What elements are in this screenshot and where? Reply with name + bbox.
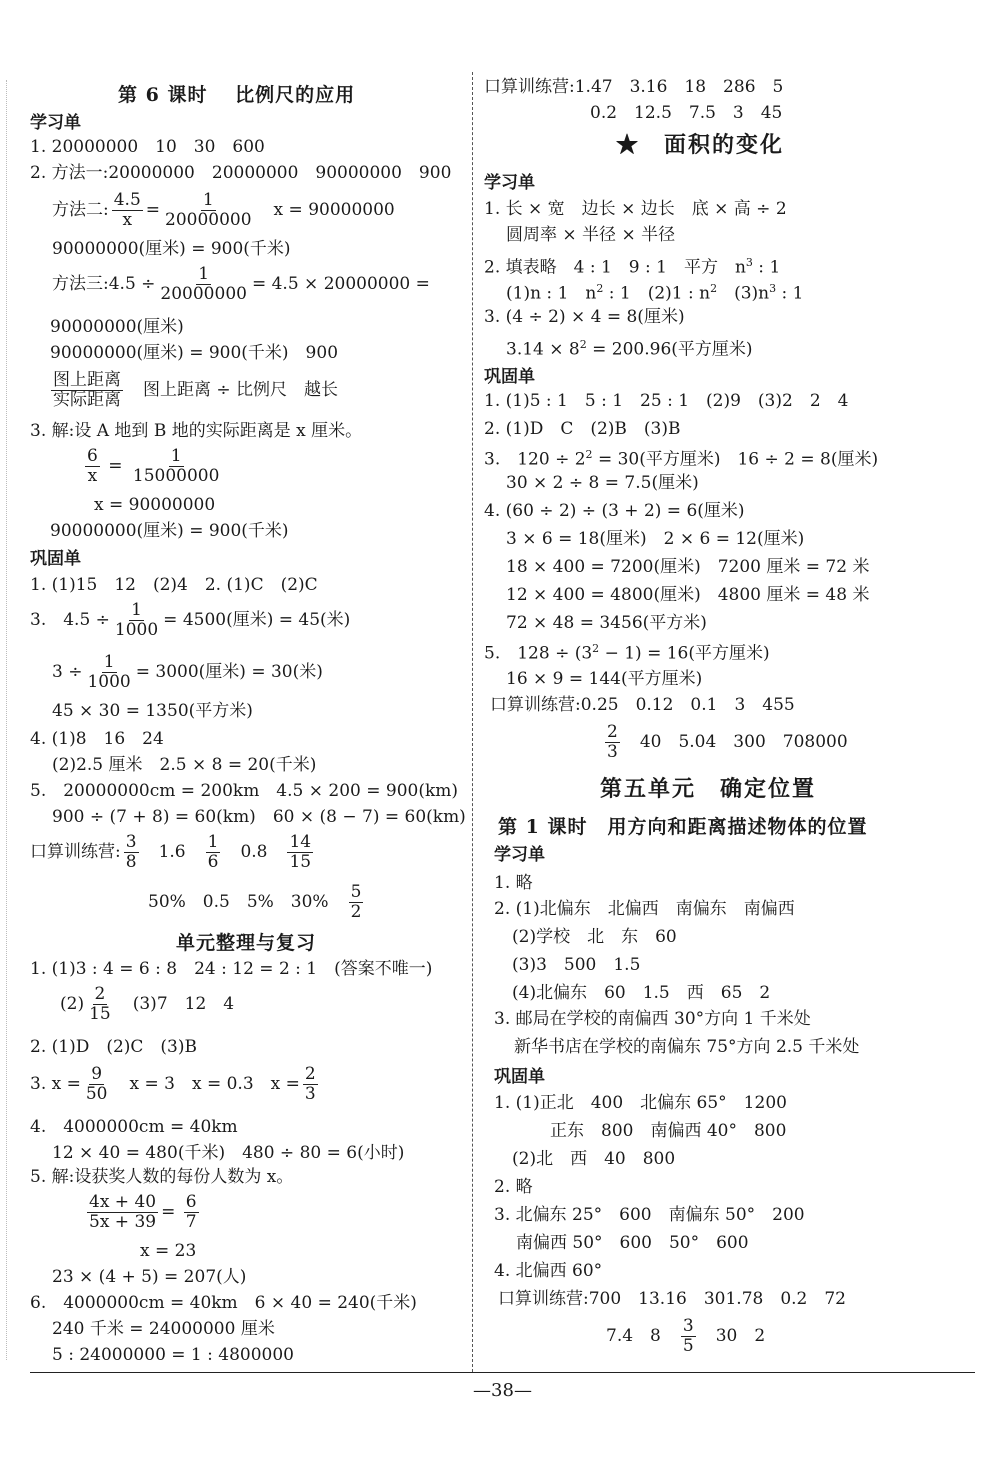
answer-line: 3. $120 \div 2^2 = 30$(平方厘米) 16 ÷ 2 = 8(厘米) xyxy=(484,448,879,470)
answer-line: 4. (60 ÷ 2) ÷ (3 + 2) = 6(厘米) xyxy=(484,501,745,521)
answer-line: 4. (1)8 16 24 xyxy=(30,729,164,749)
answer-line: 0.2 12.5 7.5 3 45 xyxy=(590,103,783,123)
fraction: $\frac{6}{7}$ xyxy=(185,1192,197,1232)
fraction: $\frac{3}{5}$ xyxy=(682,1316,694,1356)
unit-title: 第五单元 确定位置 xyxy=(600,776,817,802)
answer-line: $\frac{4x + 40}{5x + 39}$ = $\frac{6}{7}$ xyxy=(89,1192,197,1232)
answer-line: $3.14 \times 8^2 = 200.96$(平方厘米) xyxy=(506,338,753,360)
fraction: $\frac{9}{50}$ xyxy=(85,1064,108,1104)
answer-line: 口算训练营:1.47 3.16 18 286 5 xyxy=(484,77,784,97)
answer-line: 圆周率 × 半径 × 半径 xyxy=(506,225,676,245)
answer-line: 4. 北偏西 60° xyxy=(494,1261,603,1281)
answer-line: 1. (1)5 : 1 5 : 1 25 : 1 (2)9 (3)2 2 4 xyxy=(484,391,849,411)
answer-line: 6. 4000000cm = 40km 6 × 40 = 240(千米) xyxy=(30,1293,417,1313)
answer-line: 50% 0.5 5% 30% $\frac{5}{2}$ xyxy=(148,882,362,922)
answer-line: (2)学校 北 东 60 xyxy=(512,927,677,947)
fraction: $\frac{4.5}{x}$ xyxy=(113,190,141,230)
answer-line: (3)3 500 1.5 xyxy=(512,955,641,975)
answer-line: 正东 800 南偏西 40° 800 xyxy=(550,1121,787,1141)
fraction: $\frac{1}{20000000}$ xyxy=(165,190,252,230)
answer-line: 90000000(厘米) = 900(千米) xyxy=(50,521,289,541)
section-heading: 巩固单 xyxy=(484,367,535,387)
answer-line: 1. (1)15 12 (2)4 2. (1)C (2)C xyxy=(30,575,318,595)
fraction: $\frac{1}{6}$ xyxy=(207,832,219,872)
answer-line: 900 ÷ (7 + 8) = 60(km) 60 × (8 − 7) = 60(km) xyxy=(52,807,466,827)
answer-line: 1. 20000000 10 30 600 xyxy=(30,137,265,157)
answer-line: 5. 解:设获奖人数的每份人数为 x。 xyxy=(30,1167,294,1187)
fraction: $\frac{1}{1000}$ xyxy=(87,652,131,692)
answer-line: 2. (1)D (2)C (3)B xyxy=(30,1037,197,1057)
answer-line: (2)2.5 厘米 2.5 × 8 = 20(千米) xyxy=(52,755,317,775)
answer-line: (1)n : 1 $n^2$ : 1 (2)1 : $n^2$ $(3)n^3$ : 1 xyxy=(506,282,804,304)
answer-line: 90000000(厘米) xyxy=(50,317,184,337)
section-heading: 巩固单 xyxy=(30,549,81,569)
answer-line: x = 90000000 xyxy=(94,495,216,515)
answer-line: 3 ÷ $\frac{1}{1000}$ = 3000(厘米) = 30(米) xyxy=(52,652,323,692)
answer-line: (2)北 西 40 800 xyxy=(512,1149,676,1169)
answer-line: 90000000(厘米) = 900(千米) xyxy=(52,239,291,259)
fraction: $\frac{2}{3}$ xyxy=(304,1064,316,1104)
answer-line: 1. (1)3 : 4 = 6 : 8 24 : 12 = 2 : 1 (答案不唯一) xyxy=(30,959,433,979)
answer-line: x = 23 xyxy=(140,1241,197,1261)
answer-line: 3. 解:设 A 地到 B 地的实际距离是 x 厘米。 xyxy=(30,421,363,441)
fraction: $\frac{\text{图上距离}}{\text{实际距离}}$ xyxy=(53,370,121,410)
answer-line: $\frac{2}{3}$ 40 5.04 300 708000 xyxy=(607,722,848,762)
fraction: $\frac{2}{3}$ xyxy=(607,722,618,762)
answer-line: 口算训练营:0.25 0.12 0.1 3 455 xyxy=(490,695,795,715)
answer-line: 方法三:4.5 ÷ $\frac{1}{20000000}$ = 4.5 × 20000000 = xyxy=(52,264,430,304)
answer-line: 5. $128 \div (3^2 - 1) = 16$(平方厘米) xyxy=(484,642,770,664)
answer-line: 口算训练营:700 13.16 301.78 0.2 72 xyxy=(498,1289,846,1309)
fraction: $\frac{3}{8}$ xyxy=(125,832,137,872)
answer-line: 240 千米 = 24000000 厘米 xyxy=(52,1319,275,1339)
fraction: $\frac{4x + 40}{5x + 39}$ xyxy=(89,1192,157,1232)
page-number: —38— xyxy=(473,1380,532,1401)
answer-line: 2. 方法一:20000000 20000000 90000000 900 xyxy=(30,163,452,183)
answer-line: 30 × 2 ÷ 8 = 7.5(厘米) xyxy=(506,473,699,493)
answer-line: 12 × 40 = 480(千米) 480 ÷ 80 = 6(小时) xyxy=(52,1143,405,1163)
section-heading: 学习单 xyxy=(484,173,535,193)
section-heading: 巩固单 xyxy=(494,1067,545,1087)
answer-line: 方法二: $\frac{4.5}{x}$ = $\frac{1}{20000000}$ x = 90000000 xyxy=(52,190,395,230)
answer-line: 5. 20000000cm = 200km 4.5 × 200 = 900(km) xyxy=(30,781,459,801)
answer-line: 16 × 9 = 144(平方厘米) xyxy=(506,669,703,689)
answer-line: 2. 填表略 4 : 1 9 : 1 平方 $n^3$ : 1 xyxy=(484,256,781,278)
footer-rule xyxy=(30,1372,975,1373)
answer-line: 2. 略 xyxy=(494,1177,533,1197)
answer-line: 3. 北偏东 25° 600 南偏东 50° 200 xyxy=(494,1205,805,1225)
lesson-title: 第 6 课时 比例尺的应用 xyxy=(118,84,356,106)
section-heading: 学习单 xyxy=(494,845,545,865)
answer-line: 3. 4.5 ÷ $\frac{1}{1000}$ = 4500(厘米) = 45(米) xyxy=(30,600,351,640)
section-title: ★ 面积的变化 xyxy=(616,132,785,158)
section-heading: 学习单 xyxy=(30,113,81,133)
answer-line: 1. 长 × 宽 边长 × 边长 底 × 高 ÷ 2 xyxy=(484,199,787,219)
column-divider xyxy=(472,72,473,1372)
fraction: $\frac{6}{x}$ xyxy=(87,446,98,486)
answer-line: 口算训练营: $\frac{3}{8}$ 1.6 $\frac{1}{6}$ 0.8 $\frac{14}{15}$ xyxy=(30,832,312,872)
fraction: $\frac{2}{15}$ xyxy=(89,984,111,1024)
answer-line: 3. x = $\frac{9}{50}$ x = 3 x = 0.3 x = $\frac{2}{3}$ xyxy=(30,1064,316,1104)
lesson-title: 第 1 课时 用方向和距离描述物体的位置 xyxy=(498,816,868,838)
answer-line: (4)北偏东 60 1.5 西 65 2 xyxy=(512,983,771,1003)
answer-line: 4. 4000000cm = 40km xyxy=(30,1117,238,1137)
fraction: $\frac{1}{1000}$ xyxy=(114,600,159,640)
answer-line: 18 × 400 = 7200(厘米) 7200 厘米 = 72 米 xyxy=(506,557,870,577)
answer-line: 90000000(厘米) = 900(千米) 900 xyxy=(50,343,339,363)
answer-line: 7.4 8 $\frac{3}{5}$ 30 2 xyxy=(606,1316,766,1356)
fraction: $\frac{5}{2}$ xyxy=(350,882,362,922)
answer-line: $\frac{\text{图上距离}}{\text{实际距离}}$ 图上距离 ÷ 比例尺 越长 xyxy=(53,370,339,410)
answer-line: 3. 邮局在学校的南偏西 30°方向 1 千米处 xyxy=(494,1009,811,1029)
answer-line: 3 × 6 = 18(厘米) 2 × 6 = 12(厘米) xyxy=(506,529,805,549)
binding-edge xyxy=(6,80,17,1360)
answer-line: 72 × 48 = 3456(平方米) xyxy=(506,613,707,633)
answer-line: 新华书店在学校的南偏东 75°方向 2.5 千米处 xyxy=(514,1037,860,1057)
answer-line: 南偏西 50° 600 50° 600 xyxy=(516,1233,749,1253)
answer-line: 1. 略 xyxy=(494,873,533,893)
review-title: 单元整理与复习 xyxy=(176,932,317,954)
answer-line: 2. (1)北偏东 北偏西 南偏东 南偏西 xyxy=(494,899,795,919)
answer-line: 45 × 30 = 1350(平方米) xyxy=(52,701,253,721)
answer-line: 1. (1)正北 400 北偏东 65° 1200 xyxy=(494,1093,787,1113)
fraction: $\frac{1}{20000000}$ xyxy=(160,264,247,304)
answer-line: 12 × 400 = 4800(厘米) 4800 厘米 = 48 米 xyxy=(506,585,870,605)
answer-line: 3. (4 ÷ 2) × 4 = 8(厘米) xyxy=(484,307,685,327)
answer-line: (2) $\frac{2}{15}$ (3)7 12 4 xyxy=(60,984,235,1024)
answer-line: 5 : 24000000 = 1 : 4800000 xyxy=(52,1345,294,1365)
answer-line: $\frac{6}{x}$ = $\frac{1}{15000000}$ xyxy=(87,446,220,486)
answer-line: 23 × (4 + 5) = 207(人) xyxy=(52,1267,247,1287)
fraction: $\frac{14}{15}$ xyxy=(289,832,312,872)
fraction: $\frac{1}{15000000}$ xyxy=(132,446,220,486)
answer-line: 2. (1)D C (2)B (3)B xyxy=(484,419,681,439)
